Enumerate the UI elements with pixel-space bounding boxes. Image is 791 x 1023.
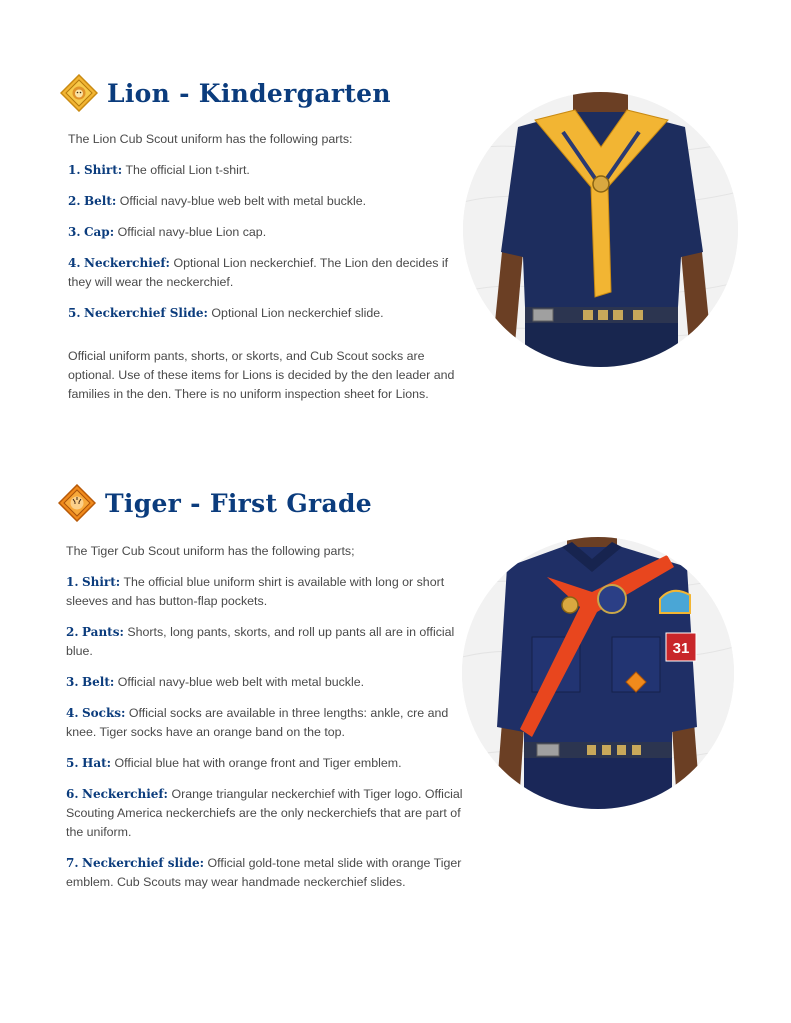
item-label: Pants: bbox=[81, 625, 124, 639]
tiger-item-hat bbox=[66, 754, 468, 773]
tiger-item-neckerchief bbox=[66, 785, 468, 842]
tiger-item-shirt bbox=[66, 573, 468, 611]
tiger-body bbox=[66, 542, 468, 904]
item-label: Neckerchief: bbox=[81, 787, 168, 801]
item-text: Official gold-tone metal slide with orange Tiger emblem. Cub Scouts may wear handmade neckerchief slides. bbox=[66, 856, 462, 889]
lion-uniform-photo bbox=[463, 92, 738, 367]
lion-note: Official uniform pants, shorts, or skorts, and Cub Scout socks are optional. Use of these items for Lions is decided by the den leader and families in the den. There is no uniform inspection sheet for Lions. bbox=[68, 349, 455, 401]
item-text: Shorts, long pants, skorts, and roll up pants all are in official blue. bbox=[66, 625, 455, 658]
lion-item-neckerchief bbox=[68, 254, 458, 292]
item-number: 7. bbox=[66, 856, 79, 870]
lion-heading bbox=[60, 74, 391, 112]
tiger-item-neckerchief-slide bbox=[66, 854, 468, 892]
item-number: 4. bbox=[66, 706, 79, 720]
item-text: The official blue uniform shirt is available with long or short sleeves and has button-flap pockets. bbox=[66, 575, 445, 608]
lion-item-cap bbox=[68, 223, 458, 242]
item-text: Official blue hat with orange front and Tiger emblem. bbox=[114, 756, 402, 770]
item-number: 3. bbox=[68, 225, 81, 239]
tiger-badge-icon bbox=[58, 484, 96, 522]
lion-body bbox=[68, 130, 458, 404]
item-label: Hat: bbox=[81, 756, 112, 770]
item-label: Belt: bbox=[83, 194, 117, 208]
lion-intro: The Lion Cub Scout uniform has the following parts: bbox=[68, 132, 353, 146]
tiger-title: Tiger - First Grade bbox=[105, 488, 372, 518]
item-number: 1. bbox=[68, 163, 81, 177]
item-text: Official navy-blue web belt with metal buckle. bbox=[117, 675, 365, 689]
lion-item-neckerchief-slide bbox=[68, 304, 458, 323]
item-number: 2. bbox=[66, 625, 79, 639]
item-label: Cap: bbox=[83, 225, 115, 239]
tiger-item-belt bbox=[66, 673, 468, 692]
item-label: Belt: bbox=[81, 675, 115, 689]
item-number: 6. bbox=[66, 787, 79, 801]
item-label: Shirt: bbox=[81, 575, 121, 589]
item-label: Neckerchief: bbox=[83, 256, 170, 270]
item-number: 4. bbox=[68, 256, 81, 270]
item-text: Official navy-blue Lion cap. bbox=[117, 225, 267, 239]
tiger-intro: The Tiger Cub Scout uniform has the following parts; bbox=[66, 544, 355, 558]
item-text: The official Lion t-shirt. bbox=[125, 163, 250, 177]
lion-item-shirt bbox=[68, 161, 458, 180]
item-label: Neckerchief Slide: bbox=[83, 306, 208, 320]
lion-title: Lion - Kindergarten bbox=[107, 78, 391, 108]
unit-number-patch: 31 bbox=[672, 640, 690, 657]
item-text: Orange triangular neckerchief with Tiger logo. Official Scouting America neckerchiefs are the only neckerchiefs that are part of the uniform. bbox=[66, 787, 463, 839]
tiger-uniform-photo bbox=[462, 537, 734, 809]
item-number: 1. bbox=[66, 575, 79, 589]
item-label: Socks: bbox=[81, 706, 126, 720]
item-text: Official socks are available in three lengths: ankle, cre and knee. Tiger socks have an orange band on the top. bbox=[66, 706, 449, 739]
item-label: Neckerchief slide: bbox=[81, 856, 205, 870]
lion-item-belt bbox=[68, 192, 458, 211]
lion-badge-icon bbox=[60, 74, 98, 112]
item-text: Optional Lion neckerchief slide. bbox=[211, 306, 384, 320]
item-text: Optional Lion neckerchief. The Lion den decides if they will wear the neckerchief. bbox=[68, 256, 449, 289]
tiger-item-pants bbox=[66, 623, 468, 661]
tiger-item-socks bbox=[66, 704, 468, 742]
item-number: 2. bbox=[68, 194, 81, 208]
item-number: 5. bbox=[68, 306, 81, 320]
item-number: 3. bbox=[66, 675, 79, 689]
item-number: 5. bbox=[66, 756, 79, 770]
tiger-heading bbox=[58, 484, 372, 522]
item-text: Official navy-blue web belt with metal buckle. bbox=[119, 194, 367, 208]
item-label: Shirt: bbox=[83, 163, 123, 177]
